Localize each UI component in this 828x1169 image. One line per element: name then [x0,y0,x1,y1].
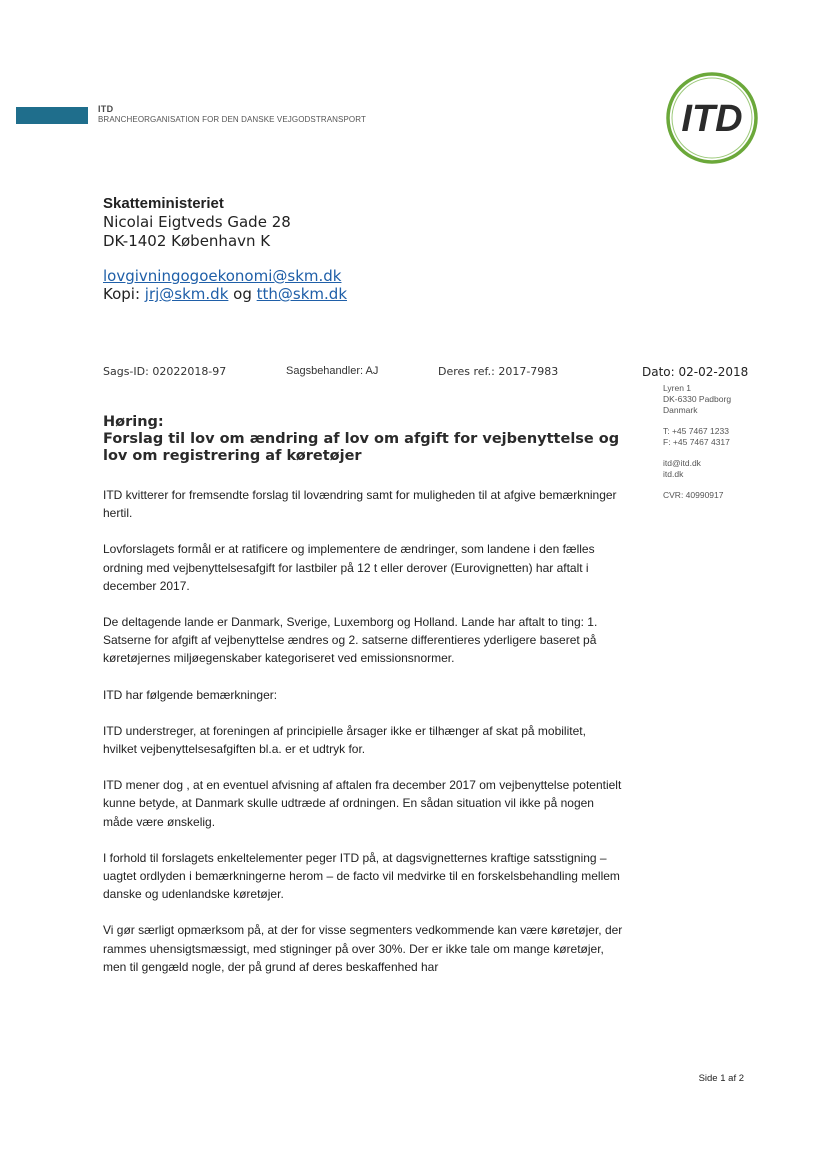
sender-street: Lyren 1 [663,383,692,393]
letterhead-org-name: BRANCHEORGANISATION FOR DEN DANSKE VEJGODSTRANSPORT [98,115,366,124]
sender-email: itd@itd.dk [663,458,701,468]
sagsbehandler: Sagsbehandler: AJ [286,365,379,377]
subject-line-2: Forslag til lov om ændring af lov om afgift for vejbenyttelse og lov om registrering af køretøjer [103,431,620,464]
deres-ref: Deres ref.: 2017-7983 [438,365,559,378]
sender-phone: T: +45 7467 1233 [663,426,729,436]
sender-contact [663,426,730,448]
sender-address [663,383,731,416]
body-paragraph: I forhold til forslagets enkeltelementer peger ITD på, at dagsvignetternes kraftige satsstigning – uagtet ordlyden i bemærkningerne herom – de facto vil medvirke til en forskelsbehandling mellem danske og udenlandske køretøjer. [103,850,620,902]
body-paragraph: ITD mener dog , at en eventuel afvisning af aftalen fra december 2017 om vejbenyttelse potentielt kunne betyde, at Danmark skulle udtræde af ordningen. En sådan situation vil ikke på nogen måde være ønskelig. [103,778,622,829]
body-paragraph: Vi gør særligt opmærksom på, at der for visse segmenters vedkommende kan være køretøjer, der rammes uhensigtsmæssigt, med stigninger på over 30%. Der er ikke tale om mange køretøjer, men til gengæld nogle, der på grund af deres beskaffenhed har [103,923,623,974]
sender-web: itd.dk [663,469,684,479]
copy-joiner: og [233,285,252,303]
sender-country: Danmark [663,405,698,415]
letterhead-abbr: ITD [98,104,114,114]
subject-line-1: Høring: [103,414,164,430]
body-paragraph: ITD har følgende bemærkninger: [103,687,278,702]
body-paragraph: ITD understreger, at foreningen af principielle årsager ikke er tilhænger af skat på mobilitet, hvilket vejbenyttelsesafgiften bl.a. er et udtryk for. [103,723,586,757]
recipient-email-link[interactable]: lovgivningogoekonomi@skm.dk [103,267,342,285]
body-paragraph: ITD kvitterer for fremsendte forslag til lovændring samt for muligheden til at afgive bemærkninger hertil. [103,488,617,521]
copy-line [103,285,347,303]
sender-online [663,458,701,480]
body-paragraph: De deltagende lande er Danmark, Sverige, Luxemborg og Holland. Lande har aftalt to ting: 1. Satserne for afgift af vejbenyttelse ændres og 2. satserne differentieres yderligere baseret på køretøjernes miljøegenskaber kategoriseret ved emissionsnormer. [103,615,598,666]
itd-logo [664,70,760,166]
page-number: Side 1 af 2 [698,1073,744,1084]
letter-body [103,486,623,994]
recipient-street: Nicolai Eigtveds Gade 28 [103,213,291,231]
body-paragraph: Lovforslagets formål er at ratificere og implementere de ændringer, som landene i den fælles ordning med vejbenyttelsesafgift for lastbiler på 12 t eller derover (Eurovignetten) har aftalt i december 2017. [103,542,595,593]
sender-cvr: CVR: 40990917 [663,490,724,500]
logo-text: ITD [681,98,743,140]
sender-fax: F: +45 7467 4317 [663,437,730,447]
sender-city: DK-6330 Padborg [663,394,732,404]
date: Dato: 02-02-2018 [642,365,749,379]
sags-id: Sags-ID: 02022018-97 [103,365,227,378]
copy-email-2-link[interactable]: tth@skm.dk [256,285,348,303]
copy-label: Kopi: [103,285,141,303]
recipient-name: Skatteministeriet [103,195,224,212]
letterhead-color-bar [16,107,88,124]
recipient-city: DK-1402 København K [103,232,271,250]
copy-email-1-link[interactable]: jrj@skm.dk [144,285,229,303]
subject-heading [103,414,643,465]
